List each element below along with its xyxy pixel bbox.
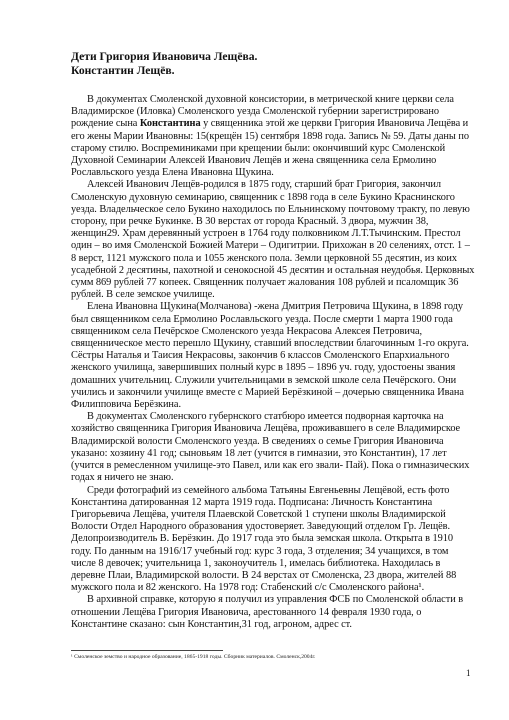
name-konstantin: Константина xyxy=(139,118,201,130)
page-number: 1 xyxy=(466,668,471,678)
paragraph-1 xyxy=(71,94,475,179)
paragraph-1-end: у священника этой же церкви Григория Ивановича Лещёва и его жены Марии Ивановны: 15(крещён 15) сентября 1898 года. Запись № 59. Даты даны по старому стилю. Воспреминиками при крещении были: окончивший курс Смоленской Духовной Семинарии Алексей Иванович Лещёв и жена священника села Ермолино Рославльского уезда Елена Ивановна Щукина. xyxy=(71,118,469,179)
paragraph-2: Алексей Иванович Лещёв-родился в 1875 году, старший брат Григория, закончил Смоленскую духовную семинарию, священник с 1898 года в селе Букино Краснинского уезда. Владельческое село Букино находилось по Ельнинскому почтовому тракту, по левую сторону, при речке Букинке. В 30 верстах от города Красный. 3 двора, мужчин 38, женщин29. Храм деревянный устроен в 1764 году полковником Л.Т.Тычинским. Престол один – во имя Смоленской Божией Матери – Одигитрии. Прихожан в 20 селениях, отст. 1 – 8 верст, 1121 мужского пола и 1055 женского пола. Земли церковной 55 десятин, из коих усадебной 2 десятины, пахотной и сенокосной 45 десятин и остальная неудобья. Церковных сумм 869 рублей 77 копеек. Священник получает жалования 108 рублей и псаломщик 36 рублей. В селе земское училище. xyxy=(71,179,475,301)
footnote: ¹ Смоленское земство и народное образование, 1865-1918 годы. Сборник материалов. Смоленск,2004г. xyxy=(71,654,316,660)
page-title xyxy=(71,50,475,77)
paragraph-4: Сёстры Наталья и Таисия Некрасовы, закончив 6 классов Смоленского Епархиального женского училища, завершивших полный курс в 1895 – 1896 уч. году, удостоены звания домашних учительниц. Служили учительницами в земской школе села Печёрского. Они учились и закончили училище вместе с Марией Берёзкиной – дочерью священника Ивана Филипповича Берёзкина. xyxy=(71,350,464,411)
page-content xyxy=(71,50,475,631)
paragraph-3: Елена Ивановна Щукина(Молчанова) -жена Дмитрия Петровича Щукина, в 1898 году был священником села Ермолино Рославльского уезда. После смерти 1 марта 1900 года священником села Печёрское Смоленского уезда Некрасова Алексея Петровича, священническое место перешло Щукину, ставший впоследствии благочинным 1-го округа. xyxy=(71,301,469,350)
paragraph-7: В архивной справке, которую я получил из управления ФСБ по Смоленской области в отношении Лещёва Григория Ивановича, арестованного 14 февраля 1930 года, о Константине сказано: сын Константин,31 год, агроном, адрес ст. xyxy=(71,594,464,630)
body-text xyxy=(71,94,475,631)
paragraph-1-start: В документах Смоленской духовной консистории, в метрической книге церкви села Владимирское (Иловка) Смоленского уезда Смоленской губернии зарегистрировано рождение сына xyxy=(71,94,454,130)
paragraph-6: Среди фотографий из семейного альбома Татьяны Евгеньевны Лещёвой, есть фото Константина датированная 12 марта 1919 года. Подписана: Личность Константина Григорьевича Лещёва, учителя Плаевской Советской 1 ступени школы Владимирской Волости Отдел Народного образования удостоверяет. Заведующий отделом Гр. Лещёв. Делопроизводитель В. Берёзкин. До 1917 года это была земская школа. Открыта в 1910 году. По данным на 1916/17 учебный год: курс 3 года, 3 отделения; 34 учащихся, в том числе 8 девочек; учительница 1, законоучитель 1, имелась библиотека. Находилась в деревне Плаи, Владимирской волости. В 24 верстах от Смоленска, 23 двора, жителей 88 мужского пола и 82 женского. На 1978 год: Стабенский с/с Смоленского района¹. xyxy=(71,484,457,594)
title-line-1: Дети Григория Ивановича Лещёва. xyxy=(71,50,258,63)
paragraph-5: В документах Смоленского губернского статбюро имеется подворная карточка на хозяйство священника Григория Ивановича Лещёва, проживавшего в селе Владимирское Владимирской волости Смоленского уезда. В сведениях о семье Григория Ивановича указано: хозяину 41 год; сыновьям 18 лет (учится в гимназии, это Константин), 17 лет (учится в ремесленном училище-это Павел, или как его звали- Пай). Пока о гимназических годах я ничего не знаю. xyxy=(71,411,470,484)
title-line-2: Константин Лещёв. xyxy=(71,63,175,77)
footnote-divider xyxy=(71,650,223,651)
